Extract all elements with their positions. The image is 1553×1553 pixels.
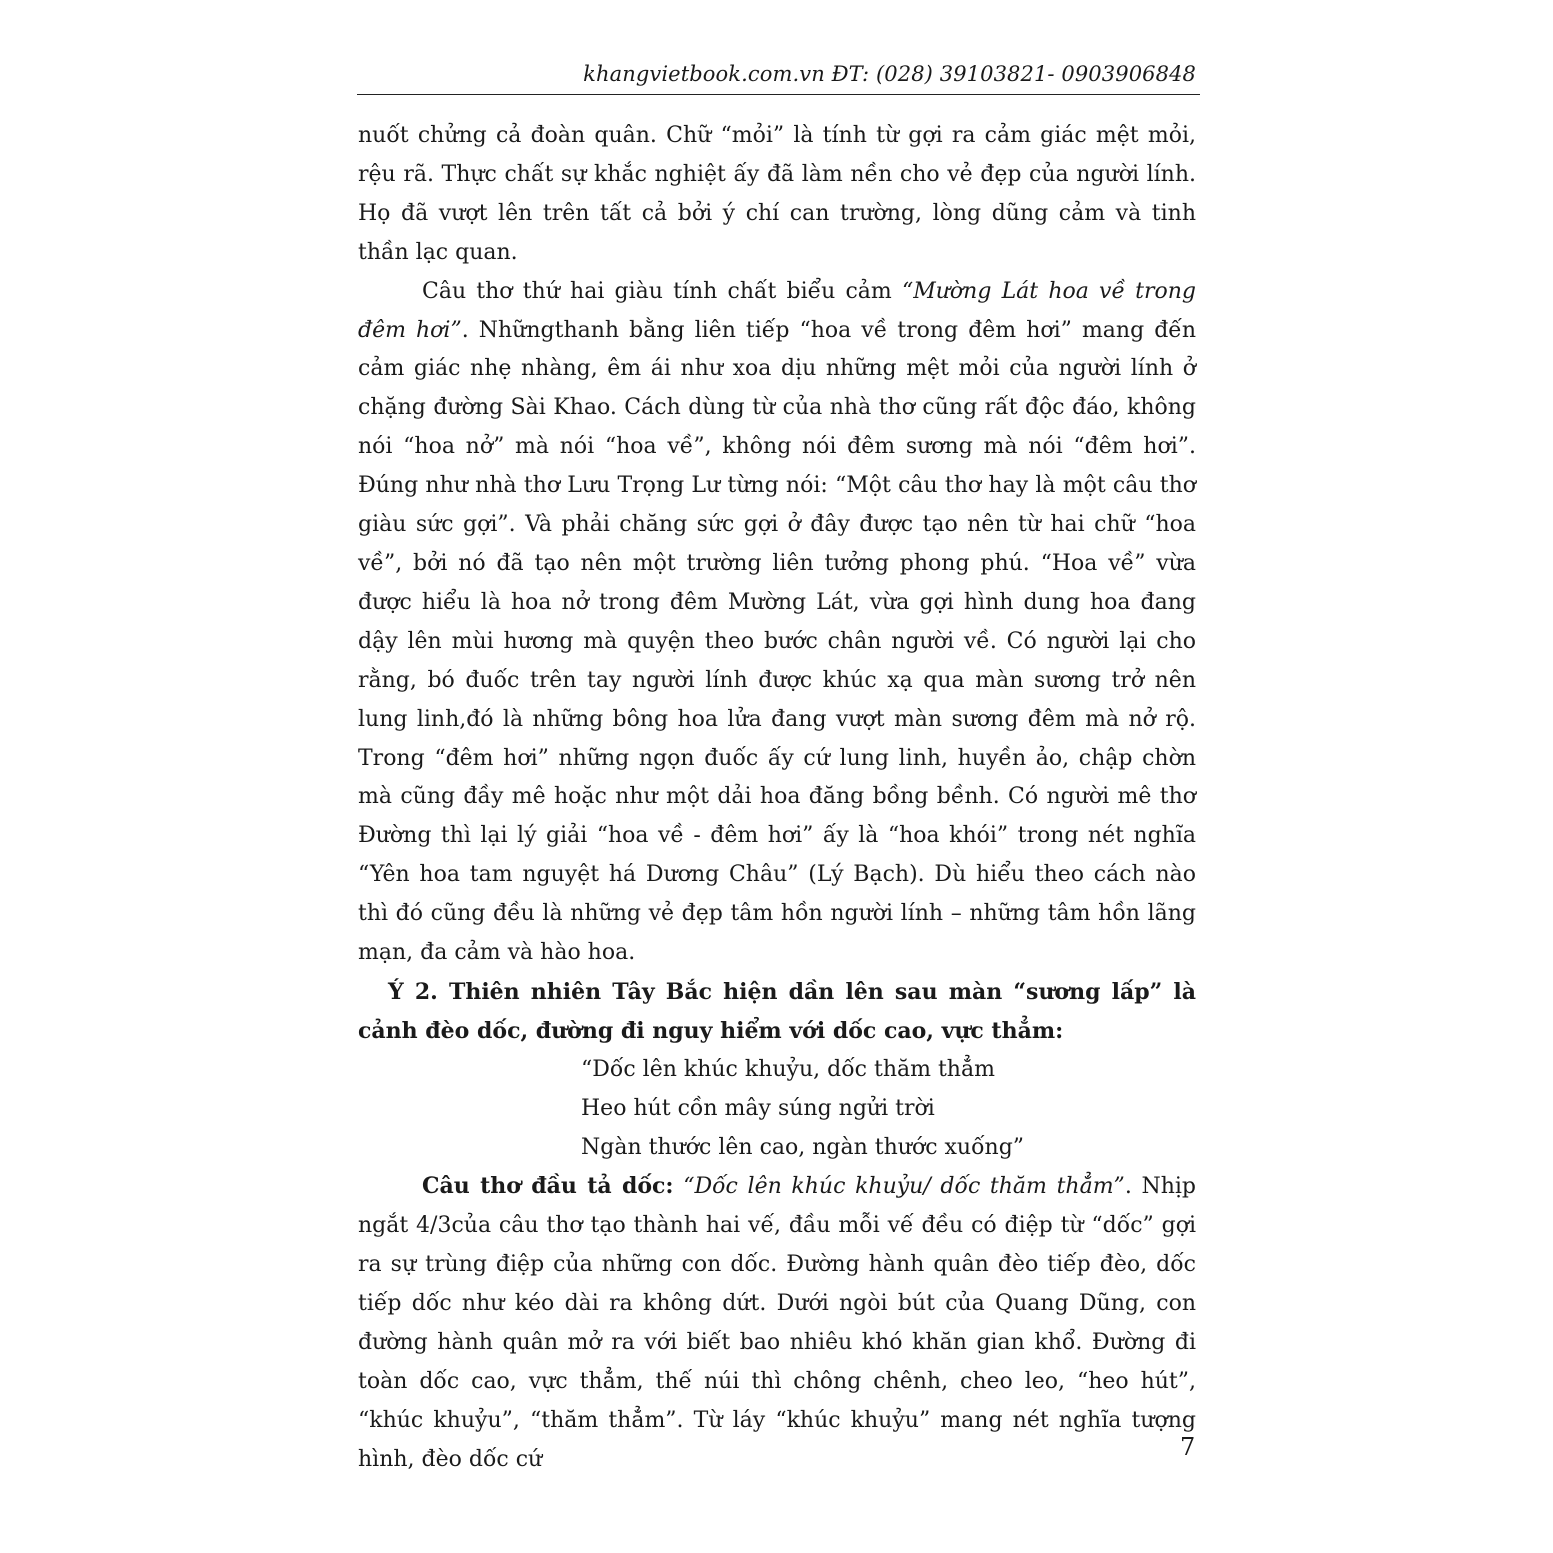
section-heading: Ý 2. Thiên nhiên Tây Bắc hiện dần lên sau màn “sương lấp” là cảnh đèo dốc, đường đi nguy hiểm với dốc cao, vực thẳm: bbox=[358, 978, 1196, 1044]
paragraph-continuation: nuốt chửng cả đoàn quân. Chữ “mỏi” là tính từ gợi ra cảm giác mệt mỏi, rệu rã. Thực chất sự khắc nghiệt ấy đã làm nền cho vẻ đẹp của người lính. Họ đã vượt lên trên tất cả bởi ý chí can trường, lòng dũng cảm và tinh thần lạc quan. bbox=[358, 123, 1196, 265]
header-contact-text: khangvietbook.com.vn ĐT: (028) 39103821- 0903906848 bbox=[583, 62, 1196, 86]
page-header bbox=[357, 60, 1200, 95]
quoted-verse: “Dốc lên khúc khuỷu/ dốc thăm thẳm” bbox=[683, 1174, 1125, 1200]
paragraph-second-verse bbox=[358, 273, 1196, 973]
page-number: 7 bbox=[1180, 1433, 1196, 1461]
quoted-verse: “Mường Lát hoa về trong đêm hơi” bbox=[358, 278, 1197, 343]
paragraph-lead: Câu thơ đầu tả dốc: bbox=[422, 1173, 674, 1200]
poem-line: Heo hút cồn mây súng ngửi trời bbox=[581, 1095, 935, 1121]
poem-excerpt bbox=[358, 1051, 1196, 1168]
paragraph-text: . Nhữngthanh bằng liên tiếp “hoa về trong đêm hơi” mang đến cảm giác nhẹ nhàng, êm ái như xoa dịu những mệt mỏi của người lính ở chặng đường Sài Khao. Cách dùng từ của nhà thơ cũng rất độc đáo, không nói “hoa nở” mà nói “hoa về”, không nói đêm sương mà nói “đêm hơi”. Đúng như nhà thơ Lưu Trọng Lư từng nói: “Một câu thơ hay là một câu thơ giàu sức gợi”. Và phải chăng sức gợi ở đây được tạo nên từ hai chữ “hoa về”, bởi nó đã tạo nên một trường liên tưởng phong phú. “Hoa về” vừa được hiểu là hoa nở trong đêm Mường Lát, vừa gợi hình dung hoa đang dậy lên mùi hương mà quyện theo bước chân người về. Có người lại cho rằng, bó đuốc trên tay người lính được khúc xạ qua màn sương trở nên lung linh,đó là những bông hoa lửa đang vượt màn sương đêm mà nở rộ. Trong “đêm hơi” những ngọn đuốc ấy cứ lung linh, huyền ảo, chập chờn mà cũng đầy mê hoặc như một dải hoa đăng bồng bềnh. Có người mê thơ Đường thì lại lý giải “hoa về - đêm hơi” ấy là “hoa khói” trong nét nghĩa “Yên hoa tam nguyệt há Dương Châu” (Lý Bạch). Dù hiểu theo cách nào thì đó cũng đều là những vẻ đẹp tâm hồn người lính – những tâm hồn lãng mạn, đa cảm và hào hoa. bbox=[358, 317, 1197, 966]
page-body bbox=[358, 117, 1196, 1480]
paragraph-text: . Nhịp ngắt 4/3của câu thơ tạo thành hai vế, đầu mỗi vế đều có điệp từ “dốc” gợi ra sự trùng điệp của những con dốc. Đường hành quân đèo tiếp đèo, dốc tiếp dốc như kéo dài ra không dứt. Dưới ngòi bút của Quang Dũng, con đường hành quân mở ra với biết bao nhiêu khó khăn gian khổ. Đường đi toàn dốc cao, vực thẳm, thế núi thì chông chênh, cheo leo, “heo hút”, “khúc khuỷu”, “thăm thẳm”. Từ láy “khúc khuỷu” mang nét nghĩa tượng hình, đèo dốc cứ bbox=[358, 1174, 1197, 1472]
paragraph-text: Câu thơ thứ hai giàu tính chất biểu cảm bbox=[422, 278, 902, 304]
paragraph-first-verse-analysis bbox=[358, 1167, 1196, 1479]
poem-line: Ngàn thước lên cao, ngàn thước xuống” bbox=[581, 1134, 1025, 1160]
poem-line: “Dốc lên khúc khuỷu, dốc thăm thẳm bbox=[581, 1056, 995, 1082]
